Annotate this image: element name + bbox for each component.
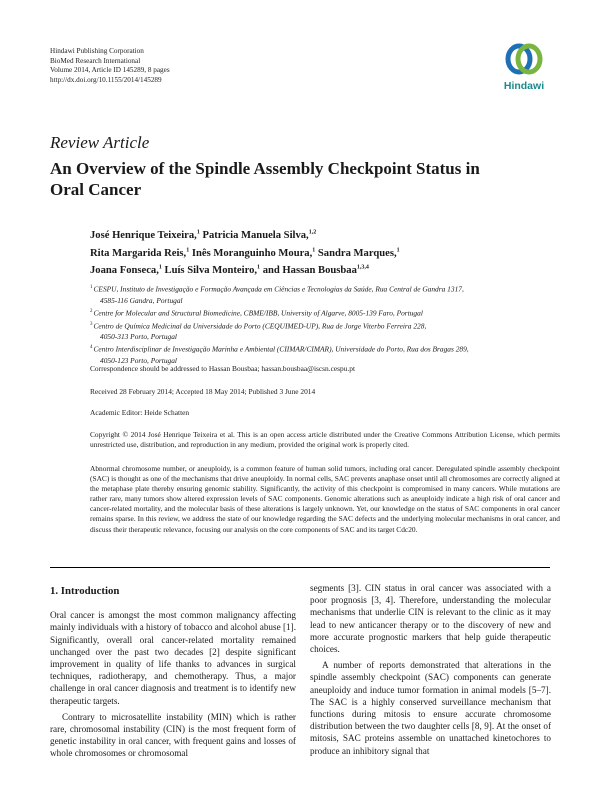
- correspondence-note: Correspondence should be addressed to Hassan Bousbaa; hassan.bousbaa@iscsn.cespu.pt: [90, 364, 356, 373]
- author-line: [90, 245, 550, 263]
- section-divider: [50, 567, 550, 568]
- affiliation-text-continued: 4585-116 Gandra, Portugal: [100, 295, 183, 305]
- affiliation-number: 4: [90, 345, 93, 351]
- affiliation-item: [90, 282, 560, 306]
- author-affil-sup: 1: [158, 264, 162, 271]
- author-affil-sup: 1: [396, 246, 400, 253]
- academic-editor: Academic Editor: Heide Schatten: [90, 408, 190, 417]
- copyright-notice: Copyright © 2014 José Henrique Teixeira et al. This is an open access article distributed under the Creative Commons Attribution License, which permits unrestricted use, distribution, and reproduction in any medium, provided the original work is properly cited.: [90, 430, 560, 450]
- author-name: Sandra Marques,: [317, 247, 397, 259]
- publication-dates: Received 28 February 2014; Accepted 18 May 2014; Published 3 June 2014: [90, 387, 316, 396]
- author-affil-sup: 1: [196, 229, 200, 236]
- publisher-line: Hindawi Publishing Corporation: [50, 47, 144, 55]
- affiliation-text: Centro de Química Medicinal da Universidade do Porto (CEQUIMED-UP), Rua de Jorge Viterbo Ferreira 228,: [93, 321, 427, 331]
- author-affil-sup: 1,3,4: [356, 264, 369, 271]
- body-column-left: [50, 585, 296, 760]
- article-type: Review Article: [50, 133, 150, 152]
- affiliation-text: Centro Interdisciplinar de Investigação Marinha e Ambiental (CIIMAR/CIMAR), Universidade do Porto, Rua dos Bragas 289,: [93, 344, 469, 354]
- body-paragraph: Oral cancer is amongst the most common malignancy affecting mainly individuals with a history of tobacco and alcohol abuse [1]. Significantly, overall oral cancer-related mortality remained unchanged over the past two decades [2] despite significant improvement in quality of life thanks to advances in surgical techniques, radiotherapy, and chemotherapy. Thus, a major challenge in oral cancer diagnosis and treatment is to identify new therapeutic targets.: [50, 610, 296, 706]
- affiliation-number: 3: [90, 321, 93, 327]
- affiliation-text-continued: 4050-313 Porto, Portugal: [100, 332, 177, 342]
- author-name: Inês Moranguinho Moura,: [191, 247, 313, 259]
- author-name: José Henrique Teixeira,: [90, 230, 197, 241]
- author-name: Joana Fonseca,: [90, 265, 159, 276]
- author-line: [90, 227, 550, 245]
- body-column-right: [310, 582, 551, 757]
- affiliation-number: 1: [90, 285, 93, 290]
- author-affil-sup: 1: [257, 264, 261, 271]
- affiliation-text: CESPU, Instituto de Investigação e Formação Avançada em Ciências e Tecnologias da Saúde, Rua Central de Gandra 1317,: [93, 284, 464, 294]
- publication-header: [50, 47, 170, 85]
- section-heading: 1. Introduction: [50, 585, 120, 597]
- author-line: [90, 262, 550, 280]
- body-paragraph: segments [3]. CIN status in oral cancer was associated with a poor prognosis [3, 4]. Therefore, understanding the molecular mechanisms that underlie CIN is relevant to the clinic as it may lead to new anticancer therapy or to the discovery of new and more accurate prognostic markers that help guide therapeutic choices.: [310, 583, 551, 655]
- author-name: Patricia Manuela Silva,: [202, 230, 309, 241]
- hindawi-logo: [496, 40, 552, 92]
- affiliation-item: [90, 306, 560, 319]
- author-name: and Hassan Bousbaa: [262, 265, 357, 276]
- affiliation-item: [90, 319, 560, 343]
- journal-line: BioMed Research International: [50, 56, 141, 65]
- affiliation-number: 2: [90, 308, 93, 314]
- author-name: Luís Silva Monteiro,: [164, 265, 258, 276]
- author-name: Rita Margarida Reis,: [90, 247, 187, 259]
- hindawi-rings-icon: [504, 40, 544, 78]
- affiliation-text: Centre for Molecular and Structural Biomedicine, CBME/IBB, University of Algarve, 8005-139 Faro, Portugal: [93, 308, 423, 318]
- volume-line: Volume 2014, Article ID 145289, 8 pages: [50, 66, 170, 75]
- author-list: [90, 227, 550, 280]
- author-affil-sup: 1: [186, 246, 190, 253]
- article-title: An Overview of the Spindle Assembly Checkpoint Status in Oral Cancer: [50, 159, 480, 199]
- abstract: Abnormal chromosome number, or aneuploidy, is a common feature of human solid tumors, including oral cancer. Deregulated spindle assembly checkpoint (SAC) is thought as one of the mechanisms that drive aneuploidy. In normal cells, SAC prevents anaphase onset until all chromosomes are correctly aligned at the metaphase plate thereby ensuring genomic stability. Significantly, the activity of this checkpoint is compromised in many cancers. While mutations are rather rare, many tumors show altered expression levels of SAC components. Genomic alterations such as aneuploidy indicate a high risk of oral cancer and cancer-related mortality, and the molecular basis of these alterations is largely unknown. Yet, our knowledge on the status of SAC components in oral cancer remains sparse. In this review, we address the state of our knowledge regarding the SAC defects and the underlying molecular mechanisms in oral cancer, and discuss their therapeutic relevance, focusing our analysis on the core components of SAC and its target Cdc20.: [90, 464, 560, 534]
- author-affil-sup: 1: [312, 246, 316, 253]
- affiliation-text-continued: 4050-123 Porto, Portugal: [100, 356, 177, 366]
- body-paragraph: A number of reports demonstrated that alterations in the spindle assembly checkpoint (SAC) components can generate aneuploidy and induce tumor formation in animal models [5–7]. The SAC is a highly conserved surveillance mechanism that functions during mitosis to ensure accurate chromosome distribution between the two daughter cells [8, 9]. At the onset of mitosis, SAC proteins assemble on unattached kinetochores to produce an inhibitory signal that: [310, 660, 551, 756]
- body-paragraph: Contrary to microsatellite instability (MIN) which is rather rare, chromosomal instability (CIN) is the most frequent form of genetic instability in oral cancer, with frequent gains and losses of whole chromosomes or chromosomal: [50, 711, 296, 759]
- affiliation-item: [90, 342, 560, 366]
- affiliation-list: [90, 282, 560, 366]
- doi-link[interactable]: http://dx.doi.org/10.1155/2014/145289: [50, 75, 162, 84]
- author-affil-sup: 1,2: [308, 229, 317, 236]
- logo-text: Hindawi: [503, 80, 545, 92]
